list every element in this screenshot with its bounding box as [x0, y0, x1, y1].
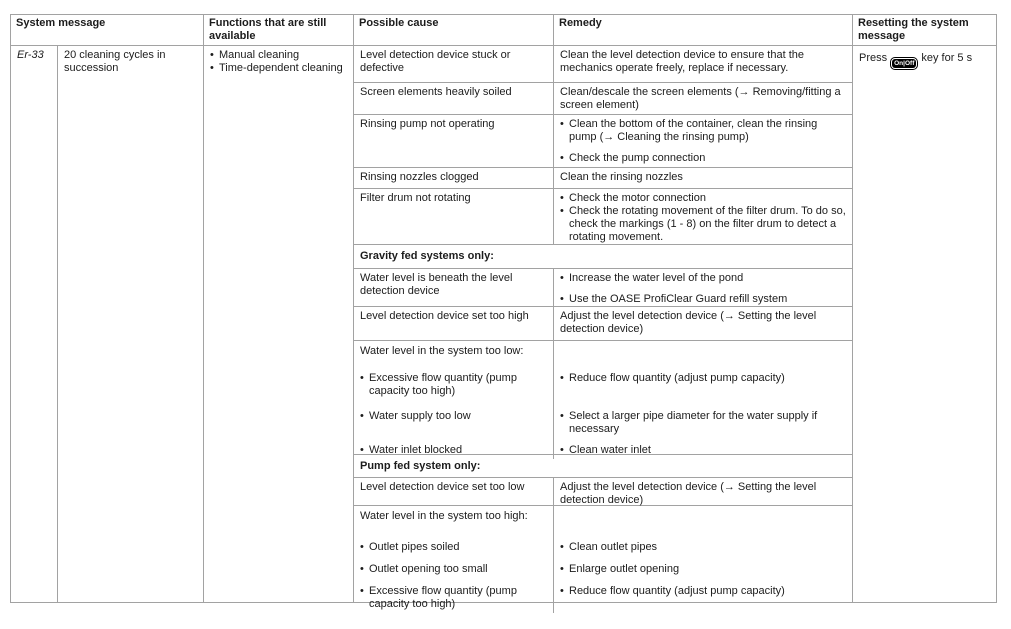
remedy-item: • Clean outlet pipes [560, 541, 846, 554]
remedy-cell: Clean the rinsing nozzles [560, 171, 683, 183]
sub-row [354, 583, 852, 613]
reset-instruction-cell [853, 46, 996, 602]
section-band-row [354, 245, 852, 269]
on-off-key-label: On|Off [894, 60, 915, 67]
table-row [354, 307, 852, 341]
system-message-cell: 20 cleaning cycles in succession [58, 46, 204, 602]
remedy-item: • Reduce flow quantity (adjust pump capacity) [560, 585, 846, 598]
cause-cell: Filter drum not rotating [354, 189, 554, 244]
section-band-label: Pump fed system only: [360, 460, 481, 472]
sub-row [354, 506, 852, 539]
cause-item: • Water inlet blocked [360, 444, 547, 457]
table-row [354, 478, 852, 506]
section-band-row [354, 455, 852, 478]
cause-cell: Screen elements heavily soiled [354, 83, 554, 114]
remedy-item: • Check the motor connection [560, 192, 846, 205]
cause-item: • Outlet pipes soiled [360, 541, 547, 554]
remedy-cell: Adjust the level detection device (→ Setting the level detection device) [560, 310, 817, 335]
table-row [354, 269, 852, 307]
functions-available-cell [204, 46, 354, 602]
cause-cell: Rinsing pump not operating [354, 115, 554, 167]
remedy-cell: Adjust the level detection device (→ Setting the level detection device) [560, 481, 817, 506]
remedy-cell [554, 115, 852, 167]
reset-text-prefix: Press [859, 52, 888, 64]
function-item: • Manual cleaning [210, 49, 347, 62]
sub-row [354, 561, 852, 583]
sub-row [354, 341, 852, 370]
troubleshooting-table [10, 14, 997, 610]
cause-heading: Water level in the system too low: [354, 341, 554, 370]
sub-row [354, 539, 852, 561]
table-header-row [11, 15, 996, 46]
cause-item: • Excessive flow quantity (pump capacity too high) [360, 372, 547, 398]
table-body [11, 46, 996, 610]
cause-item: • Outlet opening too small [360, 563, 547, 576]
table-row [354, 46, 852, 83]
remedy-cell [554, 269, 852, 306]
cause-remedy-section [354, 46, 853, 610]
remedy-item: • Enlarge outlet opening [560, 563, 846, 576]
remedy-item: • Check the rotating movement of the filter drum. To do so, check the markings (1 - 8) on the filter drum to detect a rotating movement. [560, 205, 846, 244]
reset-text-suffix: key for 5 s [921, 52, 973, 64]
cause-cell: Level detection device set too high [354, 307, 554, 340]
on-off-key-icon [890, 57, 918, 70]
remedy-item: • Use the OASE ProfiClear Guard refill system [560, 293, 846, 306]
table-row-group [354, 506, 852, 613]
header-system-message: System message [11, 15, 204, 45]
cause-cell: Level detection device stuck or defective [354, 46, 554, 82]
remedy-cell [554, 506, 852, 539]
header-functions-available: Functions that are still available [204, 15, 354, 45]
header-resetting-message: Resetting the system message [858, 17, 969, 42]
remedy-item: • Clean water inlet [560, 444, 846, 457]
sub-row [354, 442, 852, 459]
remedy-item: • Clean the bottom of the container, clean the rinsing pump (→ Cleaning the rinsing pump) [560, 118, 846, 144]
remedy-cell [554, 341, 852, 370]
error-code: Er-33 [17, 49, 44, 61]
section-band-label: Gravity fed systems only: [360, 250, 494, 262]
table-row [354, 189, 852, 245]
remedy-item: • Increase the water level of the pond [560, 272, 846, 285]
cause-item: • Water supply too low [360, 410, 547, 423]
table-row-group [354, 341, 852, 455]
header-possible-cause: Possible cause [354, 15, 554, 45]
function-item: • Time-dependent cleaning [210, 62, 347, 75]
cause-heading: Water level in the system too high: [354, 506, 554, 539]
remedy-cell: Clean the level detection device to ensure that the mechanics operate freely, replace if necessary. [560, 49, 804, 74]
cause-item: • Excessive flow quantity (pump capacity too high) [360, 585, 547, 611]
sub-row [354, 408, 852, 442]
remedy-item: • Check the pump connection [560, 152, 846, 165]
cause-cell: Rinsing nozzles clogged [354, 168, 554, 188]
remedy-item: • Select a larger pipe diameter for the water supply if necessary [560, 410, 846, 436]
remedy-cell [554, 189, 852, 244]
sub-row [354, 370, 852, 408]
cause-cell: Water level is beneath the level detection device [354, 269, 554, 306]
remedy-cell: Clean/descale the screen elements (→ Removing/fitting a screen element) [560, 86, 841, 111]
header-remedy: Remedy [554, 15, 853, 45]
table-row [354, 115, 852, 168]
table-row [354, 168, 852, 189]
error-code-cell [11, 46, 58, 602]
cause-cell: Level detection device set too low [354, 478, 554, 505]
remedy-item: • Reduce flow quantity (adjust pump capacity) [560, 372, 846, 385]
table-row [354, 83, 852, 115]
